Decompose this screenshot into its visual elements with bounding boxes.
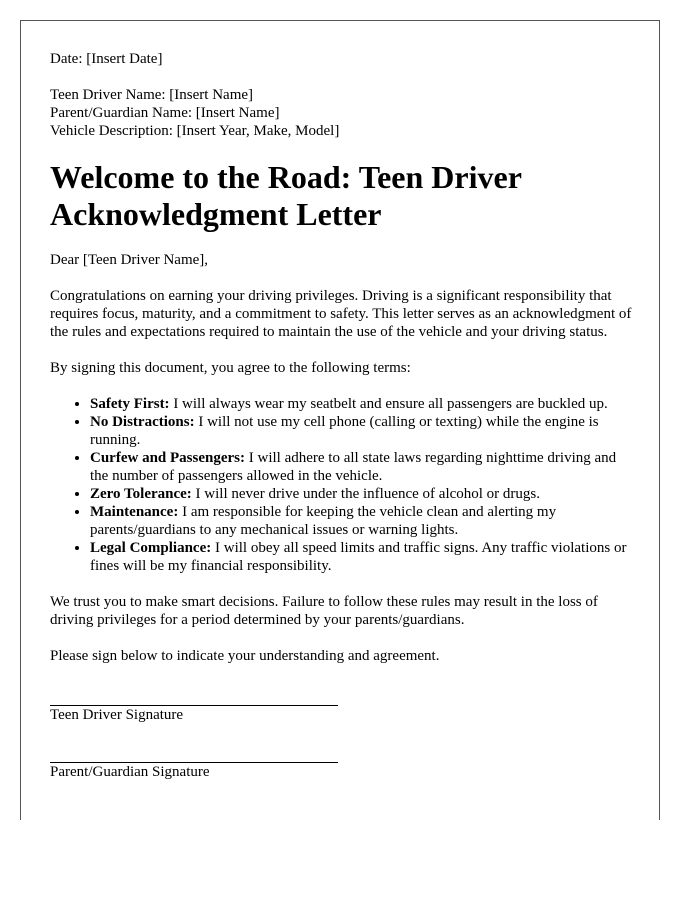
term-text: I will not use my cell phone (calling or texting) while the engine is running. [90,414,599,448]
term-label: Safety First: [90,396,170,412]
date-line: Date: [Insert Date] [50,51,163,67]
term-text: I will always wear my seatbelt and ensure all passengers are buckled up. [169,396,608,412]
term-text: I am responsible for keeping the vehicle clean and alerting my parents/guardians to any mechanical issues or warning lights. [90,504,557,538]
letter-page [20,20,660,820]
term-label: Curfew and Passengers: [90,450,245,466]
teen-driver-name-line: Teen Driver Name: [Insert Name] [50,87,254,103]
vehicle-description-line: Vehicle Description: [Insert Year, Make, Model] [50,123,340,139]
term-item-maintenance [90,503,635,539]
closing-paragraph: We trust you to make smart decisions. Failure to follow these rules may result in the loss of driving privileges for a period determined by your parents/guardians. [50,594,598,628]
term-item-no-distractions [90,413,635,449]
salutation: Dear [Teen Driver Name], [50,252,209,268]
teen-signature-label: Teen Driver Signature [50,707,184,723]
term-text: I will adhere to all state laws regarding nighttime driving and the number of passengers allowed in the vehicle. [90,450,617,484]
term-item-legal-compliance [90,539,635,575]
teen-signature-line[interactable] [50,683,338,706]
term-item-zero-tolerance [90,485,635,503]
terms-intro: By signing this document, you agree to the following terms: [50,360,411,376]
term-item-safety-first [90,395,635,413]
term-label: No Distractions: [90,414,195,430]
term-label: Legal Compliance: [90,540,212,556]
sign-instruction: Please sign below to indicate your understanding and agreement. [50,648,440,664]
letter-title: Welcome to the Road: Teen Driver Acknowledgment Letter [50,159,522,232]
intro-paragraph: Congratulations on earning your driving privileges. Driving is a significant responsibility that requires focus, maturity, and a commitment to safety. This letter serves as an acknowledgment of the rules and expectations required to maintain the use of the vehicle and your driving status. [50,288,632,340]
guardian-signature-label: Parent/Guardian Signature [50,764,210,780]
guardian-name-line: Parent/Guardian Name: [Insert Name] [50,105,280,121]
terms-list [50,395,635,575]
term-text: I will obey all speed limits and traffic signs. Any traffic violations or fines will be my financial responsibility. [90,540,627,574]
term-item-curfew [90,449,635,485]
term-text: I will never drive under the influence of alcohol or drugs. [191,486,541,502]
guardian-signature-line[interactable] [50,740,338,763]
guardian-signature-block [50,740,635,781]
term-label: Maintenance: [90,504,179,520]
letter-content [50,50,635,797]
term-label: Zero Tolerance: [90,486,192,502]
teen-signature-block [50,683,635,724]
